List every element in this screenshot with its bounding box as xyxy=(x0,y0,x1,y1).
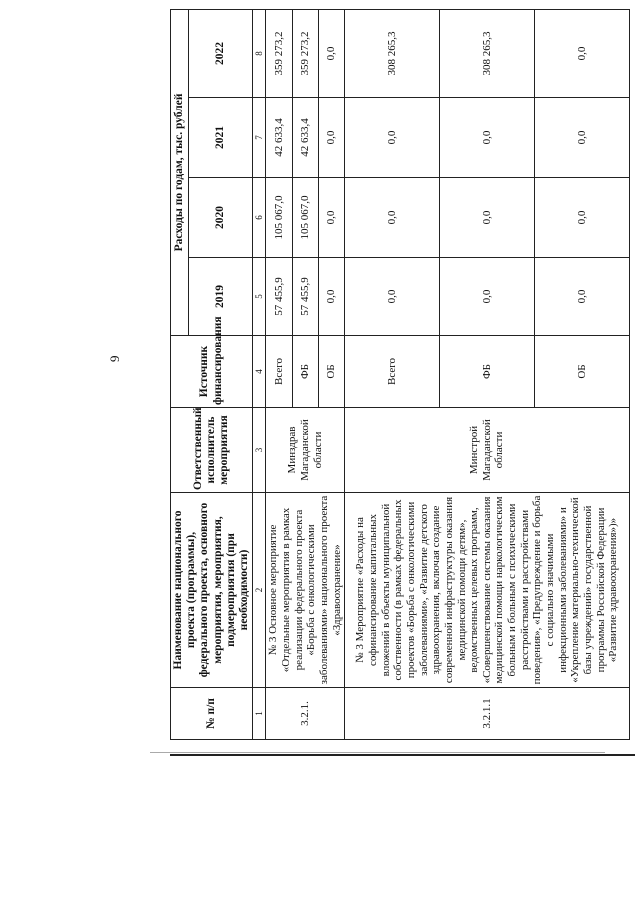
row-3211-fb-2022: 308 265,3 xyxy=(440,9,535,97)
row-3211-name: № 3 Мероприятие «Расходы на софинансирование капитальных вложений в объекты муниципальной собственности (в рамках федеральных проектов «Борьба с онкологическими заболеваниями», «Развитие детского здравоохранения, включая создание современной инфраструктуры оказания медицинской помощи детям», ведомственных целевых программ, «Совершенствование системы оказания медицинской помощи наркологическим больным и больным с психическими расстройствами и расстройствами поведения», «Предупреждение и борьба с социально значимыми инфекционными заболеваниями» и «Укрепление материально-технической базы учреждений» государственной программы Российской Федерации «Развитие здравоохранения»)» xyxy=(345,493,630,688)
row-321-ob-2019: 0,0 xyxy=(318,258,344,336)
row-3211-total-2019: 0,0 xyxy=(345,258,440,336)
row-3211-executor: Минстрой Магаданской области xyxy=(345,408,630,493)
page-rule-thin xyxy=(150,752,605,753)
row-321-ob-2021: 0,0 xyxy=(318,98,344,178)
row-321-fb-2022: 359 273,2 xyxy=(292,9,318,97)
row-3211-source-total: Всего xyxy=(345,336,440,408)
row-321-fb-2021: 42 633,4 xyxy=(292,98,318,178)
page-number: 9 xyxy=(107,355,122,362)
budget-table xyxy=(170,9,630,740)
row-321-source-fb: ФБ xyxy=(292,336,318,408)
row-3211-num: 3.2.1.1 xyxy=(345,688,630,740)
row-3211-ob-2019: 0,0 xyxy=(535,258,630,336)
row-321-source-total: Всего xyxy=(266,336,292,408)
header-year-2019: 2019 xyxy=(188,258,252,336)
header-name: Наименование национального проекта (программы), федерального проекта, основного мероприятия, мероприятия, подмероприятия (при необходимости) xyxy=(171,493,253,688)
row-321-total-2019: 57 455,9 xyxy=(266,258,292,336)
colnum-2: 2 xyxy=(253,493,266,688)
row-321-source-ob: ОБ xyxy=(318,336,344,408)
row-321-ob-2020: 0,0 xyxy=(318,178,344,258)
header-year-2022: 2022 xyxy=(188,9,252,97)
row-3211-ob-2021: 0,0 xyxy=(535,98,630,178)
row-3211-source-fb: ФБ xyxy=(440,336,535,408)
header-executor: Ответственный исполнитель мероприятия xyxy=(171,408,253,493)
header-year-2021: 2021 xyxy=(188,98,252,178)
colnum-8: 8 xyxy=(253,9,266,97)
row-321-name: № 3 Основное мероприятие «Отдельные мероприятия в рамках реализации федерального проекта «Борьба с онкологическими заболеваниями» национального проекта «Здравоохранение» xyxy=(266,493,345,688)
colnum-6: 6 xyxy=(253,178,266,258)
row-321-executor: Минздрав Магаданской области xyxy=(266,408,345,493)
row-321-fb-2019: 57 455,9 xyxy=(292,258,318,336)
row-3211-total-2022: 308 265,3 xyxy=(345,9,440,97)
row-321-num: 3.2.1. xyxy=(266,688,345,740)
row-321-total-2020: 105 067,0 xyxy=(266,178,292,258)
row-3211-source-ob: ОБ xyxy=(535,336,630,408)
row-3211-fb-2020: 0,0 xyxy=(440,178,535,258)
colnum-7: 7 xyxy=(253,98,266,178)
row-3211-fb-2019: 0,0 xyxy=(440,258,535,336)
colnum-3: 3 xyxy=(253,408,266,493)
header-year-2020: 2020 xyxy=(188,178,252,258)
row-3211-fb-2021: 0,0 xyxy=(440,98,535,178)
page-rule-thick xyxy=(170,754,635,756)
row-3211-total-2020: 0,0 xyxy=(345,178,440,258)
colnum-1: 1 xyxy=(253,688,266,740)
row-3211-total-2021: 0,0 xyxy=(345,98,440,178)
budget-table-container xyxy=(170,10,620,740)
colnum-5: 5 xyxy=(253,258,266,336)
colnum-4: 4 xyxy=(253,336,266,408)
row-321-fb-2020: 105 067,0 xyxy=(292,178,318,258)
header-source: Источник финансирования xyxy=(171,336,253,408)
row-321-total-2021: 42 633,4 xyxy=(266,98,292,178)
row-3211-ob-2022: 0,0 xyxy=(535,9,630,97)
header-num: № п/п xyxy=(171,688,253,740)
header-expenses: Расходы по годам, тыс. рублей xyxy=(171,9,189,335)
row-321-ob-2022: 0,0 xyxy=(318,9,344,97)
row-321-total-2022: 359 273,2 xyxy=(266,9,292,97)
row-3211-ob-2020: 0,0 xyxy=(535,178,630,258)
